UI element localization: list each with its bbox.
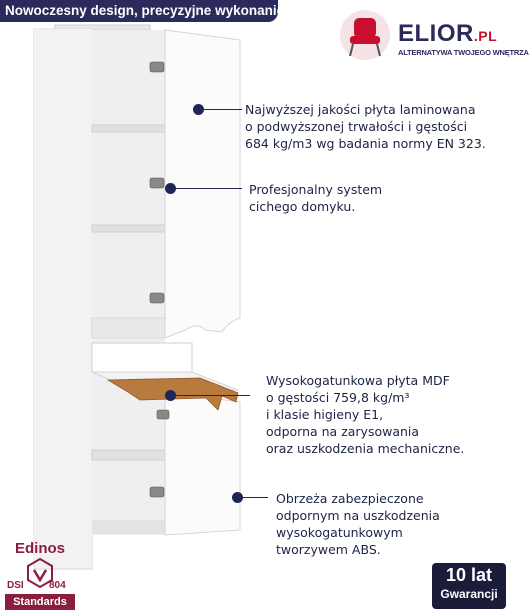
promo-banner: Nowoczesny design, precyzyjne wykonanie! bbox=[0, 0, 278, 22]
callout-leader bbox=[204, 109, 242, 110]
callout-marker bbox=[165, 183, 176, 194]
callout-soft-close: Profesjonalny system cichego domyku. bbox=[249, 182, 383, 214]
edinos-standards-badge: Edinos DSI 804 Standards bbox=[5, 540, 75, 610]
callout-leader bbox=[176, 395, 250, 396]
callout-marker bbox=[165, 390, 176, 401]
callout-laminate: Najwyższej jakości płyta laminowana o podwyższonej trwałości i gęstości 684 kg/m3 wg badania normy EN 323. bbox=[245, 102, 486, 151]
callout-leader bbox=[176, 188, 242, 189]
brand-tagline: ALTERNATYWA TWOJEGO WNĘTRZA bbox=[398, 48, 529, 57]
callout-mdf: Wysokogatunkowa płyta MDF o gęstości 759,8 kg/m³ i klasie higieny E1, odporna na zarysowania oraz uszkodzenia mechaniczne. bbox=[266, 373, 465, 456]
callout-marker bbox=[232, 492, 243, 503]
callout-leader bbox=[243, 497, 268, 498]
chair-icon bbox=[338, 8, 392, 62]
brand-name: ELIOR.PL bbox=[398, 20, 498, 47]
warranty-badge: 10 lat Gwarancji bbox=[432, 563, 506, 609]
brand-logo[interactable] bbox=[338, 6, 529, 66]
callout-marker bbox=[193, 104, 204, 115]
callout-abs-edges: Obrzeża zabezpieczone odpornym na uszkodzenia wysokogatunkowym tworzywem ABS. bbox=[276, 491, 440, 557]
